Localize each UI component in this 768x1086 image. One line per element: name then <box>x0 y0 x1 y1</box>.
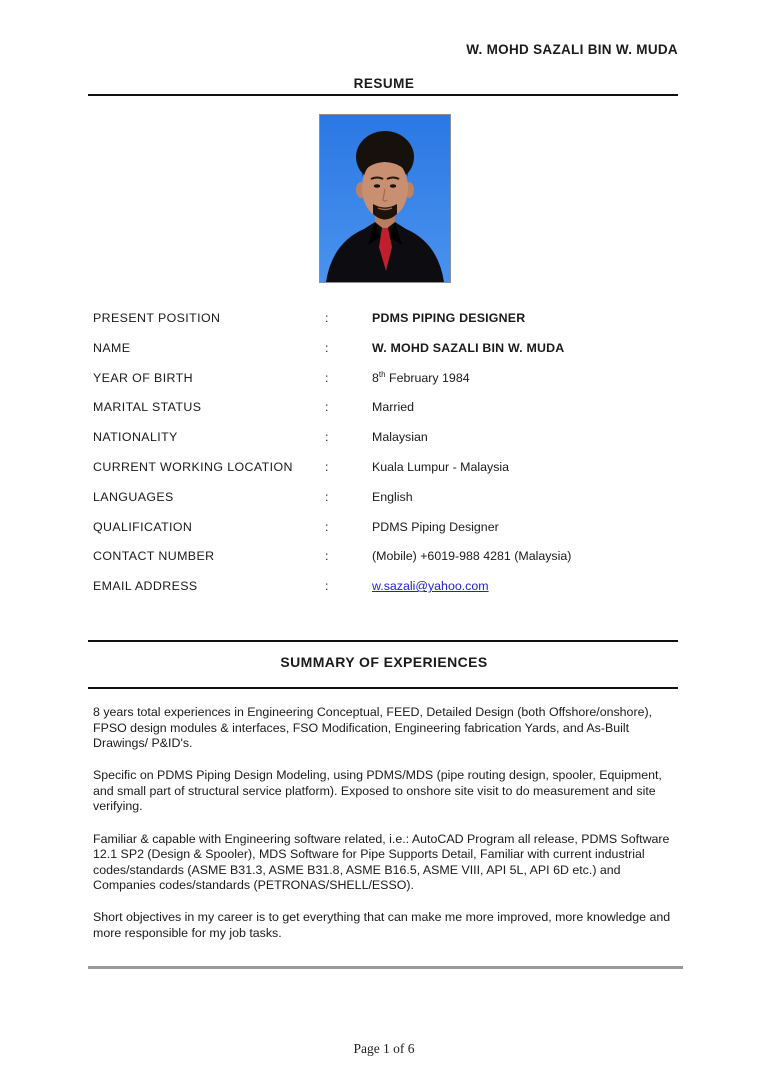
detail-colon: : <box>325 489 329 504</box>
summary-paragraphs <box>93 705 681 958</box>
page-title: RESUME <box>353 76 415 91</box>
birth-month-year: February 1984 <box>385 370 470 385</box>
summary-heading: SUMMARY OF EXPERIENCES <box>280 654 488 670</box>
detail-value: (Mobile) +6019-988 4281 (Malaysia) <box>372 549 572 564</box>
detail-colon: : <box>325 370 329 385</box>
detail-row-email <box>93 579 679 609</box>
detail-label: NATIONALITY <box>93 430 178 445</box>
portrait-photo-graphic <box>320 115 450 282</box>
detail-colon: : <box>325 579 329 594</box>
detail-value: PDMS Piping Designer <box>372 519 499 534</box>
title-rule <box>88 94 678 96</box>
detail-label: EMAIL ADDRESS <box>93 579 198 594</box>
detail-row-present-position <box>93 311 679 341</box>
header-name: W. MOHD SAZALI BIN W. MUDA <box>466 42 678 57</box>
detail-row-name <box>93 341 679 371</box>
detail-label: PRESENT POSITION <box>93 311 221 325</box>
detail-row-year-of-birth <box>93 371 679 401</box>
birth-ordinal-suffix: th <box>378 369 386 379</box>
summary-rule-bottom <box>88 687 678 689</box>
detail-label: CONTACT NUMBER <box>93 549 215 564</box>
detail-value: W. MOHD SAZALI BIN W. MUDA <box>372 340 565 355</box>
detail-colon: : <box>325 400 329 415</box>
detail-colon: : <box>325 340 329 355</box>
detail-value <box>372 371 679 385</box>
detail-row-contact-number <box>93 549 679 579</box>
detail-colon: : <box>325 430 329 445</box>
detail-label: LANGUAGES <box>93 489 174 504</box>
summary-paragraph: Familiar & capable with Engineering software related, i.e.: AutoCAD Program all release, PDMS Software 12.1 SP2 (Design & Spooler), MDS Software for Pipe Supports Detail, Familiar with current industrial codes/standards (ASME B31.3, ASME B31.8, ASME B16.5, ASME VIII, API 5L, API 6D etc.) and Companies codes/standards (PETRONAS/SHELL/ESSO). <box>93 831 670 893</box>
summary-paragraph: Short objectives in my career is to get everything that can make me more improved, more knowledge and more responsible for my job tasks. <box>93 910 671 941</box>
detail-label: YEAR OF BIRTH <box>93 370 193 385</box>
detail-row-nationality <box>93 430 679 460</box>
detail-colon: : <box>325 459 329 474</box>
portrait-photo <box>319 114 451 283</box>
detail-row-qualification <box>93 520 679 550</box>
detail-label: NAME <box>93 340 131 355</box>
detail-label: QUALIFICATION <box>93 519 193 534</box>
detail-row-working-location <box>93 460 679 490</box>
birth-day: 8 <box>372 370 379 385</box>
footer-rule <box>88 966 683 969</box>
detail-value: PDMS PIPING DESIGNER <box>372 311 526 325</box>
detail-row-languages <box>93 490 679 520</box>
detail-colon: : <box>325 519 329 534</box>
detail-row-marital-status <box>93 400 679 430</box>
detail-value: Married <box>372 400 414 415</box>
detail-label: MARITAL STATUS <box>93 400 202 415</box>
summary-paragraph: Specific on PDMS Piping Design Modeling, using PDMS/MDS (pipe routing design, spooler, Equipment, and small part of structural service platform). Exposed to onshore site visit to do measurement and site verifying. <box>93 768 662 814</box>
detail-colon: : <box>325 311 329 325</box>
details-table <box>93 311 679 609</box>
email-link[interactable]: w.sazali@yahoo.com <box>372 579 489 594</box>
detail-label: CURRENT WORKING LOCATION <box>93 459 293 474</box>
detail-value: English <box>372 489 413 504</box>
summary-rule-top <box>88 640 678 642</box>
summary-paragraph: 8 years total experiences in Engineering Conceptual, FEED, Detailed Design (both Offshore/onshore), FPSO design modules & interfaces, FSO Modification, Engineering fabrication Yards, and As-Built Drawings/ P&ID's. <box>93 705 653 751</box>
page-number: Page 1 of 6 <box>353 1041 415 1056</box>
detail-value: Malaysian <box>372 430 428 445</box>
detail-value: Kuala Lumpur - Malaysia <box>372 459 510 474</box>
detail-colon: : <box>325 549 329 564</box>
